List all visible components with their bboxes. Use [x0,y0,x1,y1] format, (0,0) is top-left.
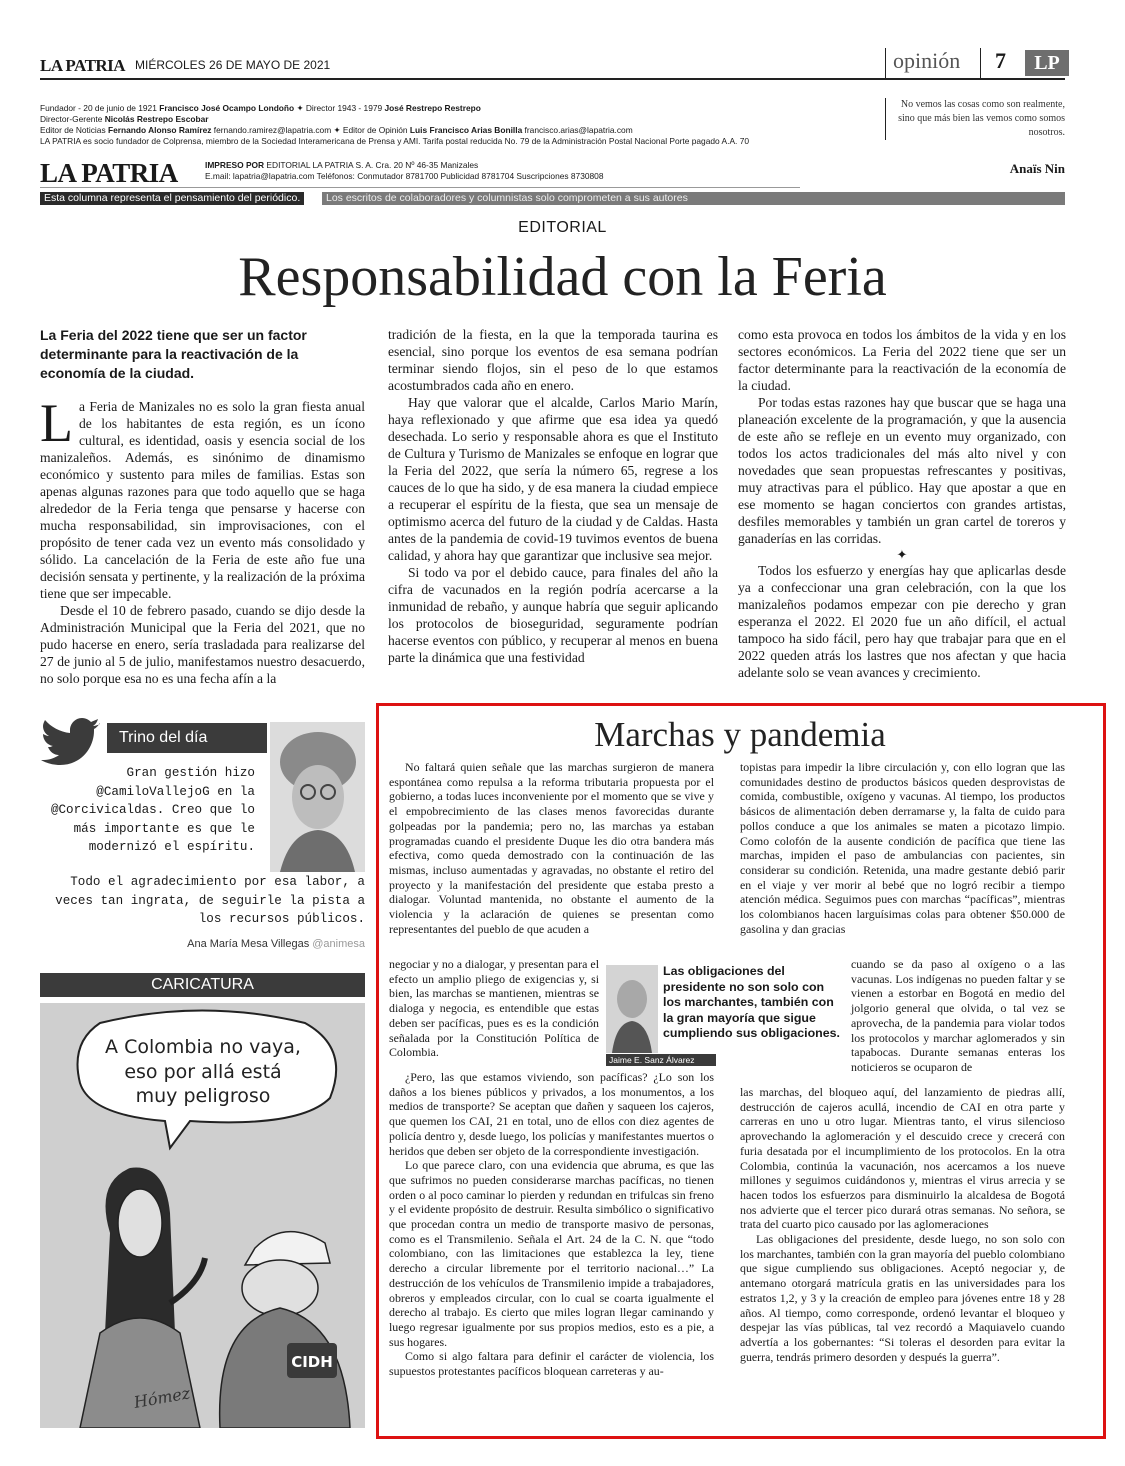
author-photo [606,965,658,1053]
paragraph: como esta provoca en todos los ámbitos de la vida y en los sectores económicos. La Feria del 2022 tiene que ser un factor determinante para la reactivación de la economía de la ciudad. [738,327,1066,393]
caricatura-label: CARICATURA [40,973,365,997]
brand-name: LA PATRIA [40,56,126,75]
imprint-text: IMPRESO POR EDITORIAL LA PATRIA S. A. Cra. 20 Nº 46-35 Manizales E.mail: lapatria@lapatria.com Teléfonos: Conmutador 8781700 Publicidad 8781704 Suscripciones 8730808 [205,160,604,181]
policy-editorial: Esta columna representa el pensamiento del periódico. [40,192,304,205]
column-text-2 [740,760,1065,936]
paragraph: Como si algo faltara para definir el carácter de violencia, los supuestos protestantes pacíficos bloquean carreteras y au- [389,1349,714,1379]
editorial-headline: Responsabilidad con la Feria [238,246,887,308]
trino-label: Trino del día [107,723,267,753]
paragraph: negociar y no a dialogar, y presentan para el efecto un amplio pliego de exigencias y, si bien, las marchas se mantienen, mientras se dialoga y negocia, es entendible que estas deben ser pacíficas, pues es es la condición señalada por la Constitución Política de Colombia. [389,957,599,1060]
trino-author-photo [270,722,365,872]
quote-author: Anaïs Nin [1009,161,1065,176]
staff-line-founder: Fundador - 20 de junio de 1921 Francisco José Ocampo Londoño ✦ Director 1943 - 1979 José Restrepo Restrepo [40,103,481,113]
editorial-column-3 [738,326,1066,681]
trino-text-continued: Todo el agradecimiento por esa labor, a veces tan ingrata, de seguirle la pista a los recursos públicos. [55,875,365,926]
editorial-lede: La Feria del 2022 tiene que ser un factor determinante para la reactivación de la economía de la ciudad. [40,327,307,381]
paragraph: Si todo va por el debido cauce, para finales del año la cifra de vacunados en la región podría acercarse a la inmunidad de rebaño, y aunque habría que seguir aplicando los protocolos de bioseguridad, seguramente podrían hacerse eventos con público, y recuperar al menos en buena parte la dinámica que una festividad [388,565,718,665]
column-text-1 [389,760,714,936]
policy-bar [40,192,1065,205]
twitter-bird-icon [40,718,102,768]
newspaper-logo: LA PATRIA [40,158,178,188]
drop-cap: L [40,393,73,453]
author-box [603,962,840,1069]
policy-columnists: Los escritos de colaboradores y columnistas solo comprometen a sus autores [322,192,1065,205]
column-text-2c [740,1085,1065,1364]
paragraph: Desde el 10 de febrero pasado, cuando se dijo desde la Administración Municipal que la Feria del 2021, que no pudo hacerse en enero, sería trasladada para realizarse del 27 de junio al 5 de julio, manifestamos nuestro desacuerdo, no solo porque esa no es una fecha afín a la [40,603,365,686]
paragraph: topistas para impedir la libre circulación y, con ello logran que las comunidades destino de productos básicos queden desprovistas de comida, combustible, oxígeno y vacunas. Al tiempo, los productos básicos de alimentación deben derramarse y, la falta de cuido para pollos conduce a que los animales se maten a picotazo limpio. Como colofón de la ausente condición de pacífica que tiene las marchas, impiden el paso de ambulancias con pacientes, sin considerar su condición. Retenida, una madre gestante debió parir en el viaje y ver morir al bebé que no logró recibir a tiempo atención médica. Seguimos pues con marchas “pacíficas”, mientras los colombianos hacen larguísimas colas para obtener $50.000 de gasolina y dan gracias [740,760,1065,936]
column-text-2b [851,957,1065,1075]
paragraph: Todos los esfuerzo y energías hay que aplicarlas desde ya a confeccionar una gran celebración, con la que los manizaleños podamos empezar con pie derecho y gran esperanza el 2022. El 2020 fue un año difícil, el actual tampoco ha sido fácil, pero hay que trabajar para que en el 2022 queden atrás los lastres que nos afectan y que hacia adelante solo se vean avances y crecimiento. [738,563,1066,680]
pull-quote: Las obligaciones del presidente no son solo con los marchantes, también con la gran mayoría que sigue cumpliendo sus obligaciones. [663,964,840,1040]
cidh-badge: CIDH [291,1353,333,1371]
paragraph: Por todas estas razones hay que buscar que se haga una planeación excelente de la programación, y que la ausencia de este año se refleje en un evento muy organizado, con todos los actos tradicionales del más alto nivel y con novedades que sean propuestas refrescantes y positivas, muy atractivas para el público. Hay que apostar a que en ese momento se hagan conciertos con grandes artistas, desfiles memorables y también un gran cartel de toreros y ganaderías en las corridas. [738,395,1066,546]
caricature-drawing [40,1003,365,1428]
daily-quote: No vemos las cosas como son realmente, sino que más bien las vemos como somos nosotros. [885,98,1065,140]
paragraph: tradición de la fiesta, en la que la temporada taurina es esencial, sino porque los eventos de esa semana podrían terminar siendo flojos, sin el peso de lo que estamos acostumbrados cada año en enero. [388,327,718,393]
speech-line-2: eso por allá está [124,1061,282,1083]
staff-line-director: Director-Gerente Nicolás Restrepo Escobar [40,114,209,124]
column-text-1b [389,957,599,1060]
editorial-column-1 [40,393,365,687]
issue-date: MIÉRCOLES 26 DE MAYO DE 2021 [135,58,331,72]
trino-text: Gran gestión hizo @CamiloVallejoG en la @Corcivicaldas. Creo que lo más importante es que le modernizó el espíritu. [50,766,255,854]
masthead-strip [40,48,1065,82]
paragraph: Las obligaciones del presidente, desde luego, no son solo con los marchantes, también con la gran mayoría del pueblo colombiano que sigue cumpliendo sus obligaciones. Aceptó negociar y, de antemano otorgará matrícula gratis en las universidades para los estratos 1,2, y 3 y la creación de empleo para jóvenes entre 18 y 28 años. Al tiempo, como corresponde, ordenó levantar el bloqueo y despejar las vías públicas, tal vez recordó a Maquiavelo cuando advertía a los gobernantes: “Si toleras el desorden para evitar la guerra, tendrás primero desorden y después la guerra”. [740,1232,1065,1364]
section-kicker: EDITORIAL [518,219,607,236]
paragraph: las marchas, del bloqueo aquí, del lanzamiento de piedras allí, destrucción de cajeros acullá, incendio de CAI en otra parte y carreras en uno u otro lugar. Mientras tanto, el virus silencioso aprovechando la aglomeración y el descuido crece y crecerá con furia desatada por el incumplimiento de los protocolos. En la otra Colombia, continúa la vacunación, nos acercamos a los nueve millones y seguimos cuidándonos y, mientras el virus arrecia y se hacen todos los esfuerzos para disminuirlo la alcaldesa de Bogotá nos advierte que el tercer pico durará otras semanas. No señora, se trata del cuarto pico causado por las aglomeraciones [740,1085,1065,1232]
page-number: 7 [995,48,1006,73]
section-name: opinión [893,48,961,73]
diamond-separator-icon: ✦ [896,547,908,562]
staff-box [40,103,800,147]
paragraph: Hay que valorar que el alcalde, Carlos Mario Marín, haya reflexionado y que afirme que esa idea ya quedó desechada. Lo serio y responsable ahora es que el Instituto de Cultura y Turismo de Manizales se enfoque en lograr que la Feria del 2022, que sería la número 65, regrese a los cauces de lo que ha sido, y de esa manera la ciudad empiece a recuperar el espíritu de la fiesta, que sea un mensaje de optimismo acerca del futuro de la ciudad y de Caldas. Hasta antes de la pandemia de covid-19 tuvimos eventos de buena calidad, y ahora hay que garantizar que inclusive sea mejor. [388,395,718,563]
trino-handle: @animesa [312,938,365,950]
paragraph: a Feria de Manizales no es solo la gran fiesta anual de los habitantes de esta región, es un ícono cultural, es identidad, oasis y esencia social de los manizaleños. Además, es sinónimo de dinamismo económico y sustento para miles de familias. Estas son apenas algunas razones para que todo aquello que se haga alrededor de la Feria tenga que pensarse y hacerse con mucha responsabilidad, sin improvisaciones, con el propósito de tener cada vez un evento más consolidado y sólido. La cancelación de la Feria de este año fue una decisión sensata y pertinente, y la realización de la próxima tiene que ser impecable. [40,399,365,601]
staff-line-editors: Editor de Noticias Fernando Alonso Ramírez fernando.ramirez@lapatria.com ✦ Editor de Opinión Luis Francisco Arias Bonilla francisco.arias@lapatria.com [40,125,633,135]
column-title: Marchas y pandemia [594,715,886,754]
column-author: Jaime E. Sanz Álvarez [606,1054,716,1066]
staff-line-membership: LA PATRIA es socio fundador de Colprensa, miembro de la Sociedad Interamericana de Prensa y AMI. Tarifa postal reducida No. 79 de la Administración Postal Nacional Porte pagado A.A. 70 [40,136,750,146]
lp-logo: LP [1025,50,1069,76]
speech-line-3: muy peligroso [135,1085,271,1107]
divider [980,48,981,78]
paragraph: No faltará quien señale que las marchas surgieron de manera espontánea como repulsa a la reforma tributaria propuesta por el gobierno, a todas luces inconveniente por el momento que se vive y el empobrecimiento de las clases menos favorecidas durante golpeadas por la pandemia; pero no, las marchas ya estaban programadas cuando el presidente Duque les dio otra bandera más efectiva, como queda demostrado con la continuación de las mismas, incluso aumentadas y agravadas, no obstante el retiro del proyecto y la manifestación del presidente que estaba presto a dialogar. Voluntad mantenida, no obstante el aumento de la violencia y la aclaración de quienes se presentan como representantes del pueblo de que acuden a [389,760,714,936]
editorial-column-2 [388,326,718,666]
imprint-rule [40,187,800,188]
top-rule [40,78,1065,80]
paragraph: ¿Pero, las que estamos viviendo, son pacíficas? ¿Lo son los daños a los bienes públicos y privados, a los monumentos, a los medios de transporte? Se aceptan que dañen y saqueen los cajeros, que quemen los CAI, 21 en total, uno de ellos con diez agentes de policía dentro y, desde luego, los policías y manifestantes muertos o heridos que deben ser objeto de la correspondiente investigación. [389,1070,714,1158]
paragraph: cuando se da paso al oxígeno o a las vacunas. Los indígenas no pueden faltar y se vienen a estorbar en Bogotá en medio del jolgorio general que olvida, o tal vez se aprovecha, de la pandemia para violar todos los protocolos y marchar aglomerados y sin tapabocas. Durante semanas enteras los noticieros se ocuparon de [851,957,1065,1074]
artist-signature: Hómez [132,1383,192,1412]
column-text-1c [389,1070,714,1379]
paragraph: Lo que parece claro, con una evidencia que abruma, es que las que sufrimos no pueden considerarse marchas pacíficas, no tienen orden o al poco caminar lo pierden y redundan en trifulcas sin freno y el evidente propósito de destruir. Resulta simbólico o significativo que procedan contra un medio de transporte masivo de personas, como es el Transmilenio. Señala el Art. 24 de la C. N. que “todo colombiano, con las limitaciones que establezca la ley, tiene derecho a circular libremente por el territorio nacional…” La destrucción de los vehículos de Transmilenio impide a trabajadores, obreros y empleados circular, con lo cual se coarta igualmente el derecho al trabajo. Es cierto que miles logran llegar caminando y luego regresar igualmente por sus propios medios, esto es a pie, a sus hogares. [389,1158,714,1349]
divider [885,48,886,78]
trino-author: Ana María Mesa Villegas @animesa [187,938,365,950]
imprint-block [40,158,800,188]
speech-line-1: A Colombia no vaya, [105,1036,301,1058]
